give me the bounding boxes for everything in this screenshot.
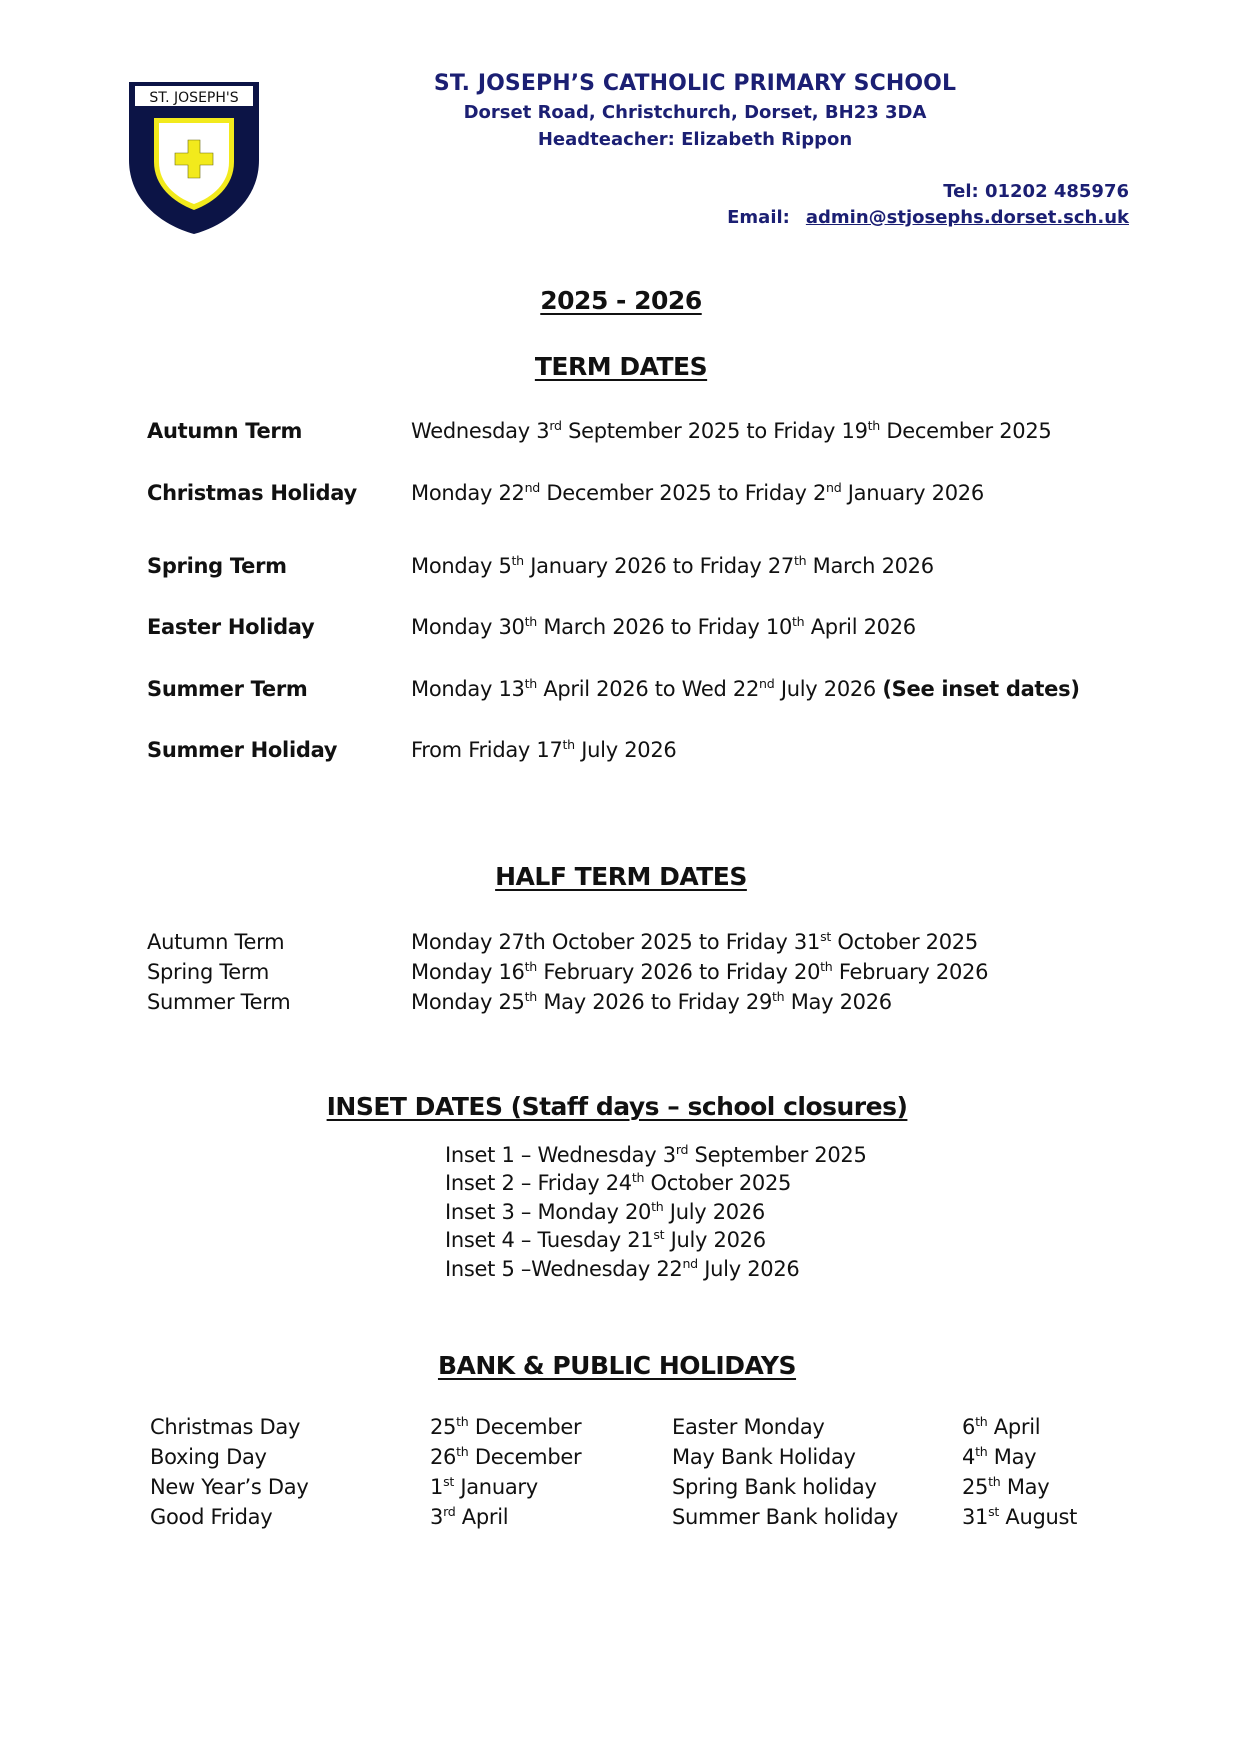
term-label: Summer Holiday <box>147 738 338 762</box>
term-label: Spring Term <box>147 554 287 578</box>
holiday-name: Good Friday <box>150 1505 273 1529</box>
term-value: Monday 13th April 2026 to Wed 22nd July 2026 (See inset dates) <box>411 676 1080 701</box>
half-term-value: Monday 16th February 2026 to Friday 20th February 2026 <box>411 959 989 984</box>
holiday-date: 26th December <box>430 1444 582 1469</box>
inset-row: Inset 3 – Monday 20th July 2026 <box>445 1199 765 1224</box>
inset-row: Inset 2 – Friday 24th October 2025 <box>445 1170 792 1195</box>
half-term-value: Monday 27th October 2025 to Friday 31st October 2025 <box>411 929 978 954</box>
term-label: Christmas Holiday <box>147 481 357 505</box>
holiday-name: Christmas Day <box>150 1415 301 1439</box>
half-term-label: Summer Term <box>147 990 291 1014</box>
inset-row: Inset 1 – Wednesday 3rd September 2025 <box>445 1142 867 1167</box>
email-label: Email: <box>727 207 790 228</box>
term-label: Easter Holiday <box>147 615 315 639</box>
headteacher: Headteacher: Elizabeth Rippon <box>537 129 853 150</box>
term-value: From Friday 17th July 2026 <box>411 737 677 762</box>
holiday-date: 25th December <box>430 1414 582 1439</box>
holiday-date: 6th April <box>962 1414 1041 1439</box>
holiday-name: Summer Bank holiday <box>672 1505 898 1529</box>
term-value: Monday 5th January 2026 to Friday 27th March 2026 <box>411 553 934 578</box>
holiday-name: Boxing Day <box>150 1445 267 1469</box>
half-term-value: Monday 25th May 2026 to Friday 29th May 2026 <box>411 989 892 1014</box>
inset-dates-heading: INSET DATES (Staff days – school closures) <box>326 1092 908 1121</box>
holiday-name: May Bank Holiday <box>672 1445 856 1469</box>
holiday-date: 1st January <box>430 1474 538 1499</box>
holiday-date: 3rd April <box>430 1504 509 1529</box>
half-term-label: Autumn Term <box>147 930 285 954</box>
bank-holidays-heading: BANK & PUBLIC HOLIDAYS <box>437 1351 797 1380</box>
school-crest-logo <box>127 80 261 236</box>
school-name: ST. JOSEPH’S CATHOLIC PRIMARY SCHOOL <box>433 71 957 96</box>
holiday-name: Easter Monday <box>672 1415 825 1439</box>
inset-row: Inset 4 – Tuesday 21st July 2026 <box>445 1227 766 1252</box>
telephone: Tel: 01202 485976 <box>943 181 1129 202</box>
logo-text: ST. JOSEPH'S <box>149 90 239 106</box>
email-row <box>727 207 1129 228</box>
holiday-name: New Year’s Day <box>150 1475 309 1499</box>
see-inset-note: (See inset dates) <box>882 677 1080 701</box>
year-heading: 2025 - 2026 <box>540 286 702 315</box>
term-label: Autumn Term <box>147 419 303 443</box>
email-link[interactable]: admin@stjosephs.dorset.sch.uk <box>805 207 1129 228</box>
term-value: Wednesday 3rd September 2025 to Friday 19th December 2025 <box>411 418 1052 443</box>
school-address: Dorset Road, Christchurch, Dorset, BH23 3DA <box>463 102 927 123</box>
term-dates-heading: TERM DATES <box>534 352 708 381</box>
term-value: Monday 30th March 2026 to Friday 10th April 2026 <box>411 614 916 639</box>
holiday-date: 31st August <box>962 1504 1078 1529</box>
holiday-date: 4th May <box>962 1444 1037 1469</box>
term-value: Monday 22nd December 2025 to Friday 2nd January 2026 <box>411 480 984 505</box>
half-term-heading: HALF TERM DATES <box>495 862 747 891</box>
half-term-label: Spring Term <box>147 960 270 984</box>
holiday-date: 25th May <box>962 1474 1050 1499</box>
term-label: Summer Term <box>147 677 308 701</box>
shield-icon <box>127 80 261 236</box>
holiday-name: Spring Bank holiday <box>672 1475 877 1499</box>
inset-row: Inset 5 –Wednesday 22nd July 2026 <box>445 1256 800 1281</box>
